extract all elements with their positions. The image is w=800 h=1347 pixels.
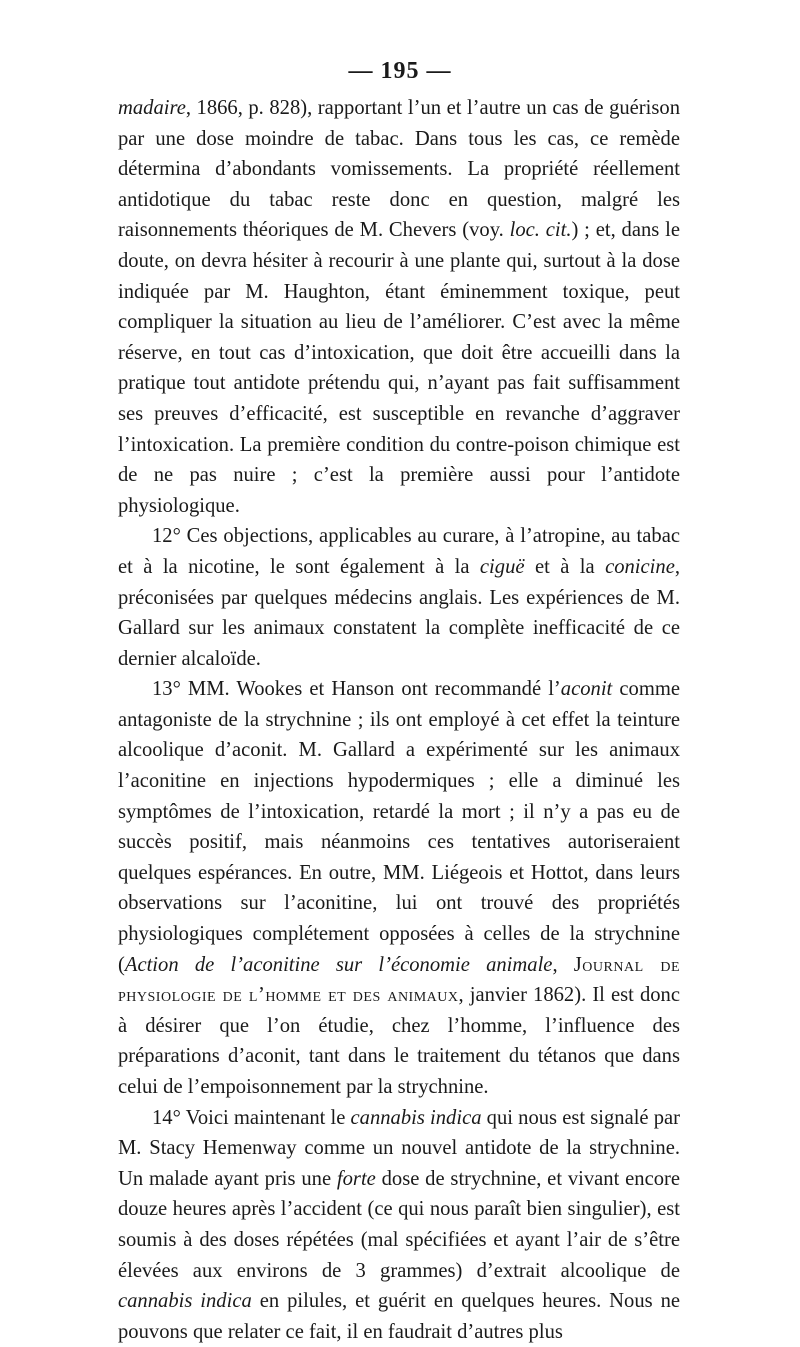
text-run: dose de strychnine, et vivant encore douze heures après l’accident (ce qui nous paraît bien singulier), est soumis à des doses répétées (mal spécifiées et ayant l’air de s’être élevées aux environs de 3 grammes) d’extrait alcoolique de (118, 1167, 681, 1282)
text-run: , janvier 1862). Il est donc à désirer que l’on étudie, chez l’homme, l’influence des préparations d’aconit, tant dans le traitement du tétanos que dans celui de l’empoisonnement par la strychnine. (118, 984, 680, 1098)
italic-text: loc. cit. (509, 219, 572, 242)
italic-text: Action de l’aconitine sur l’économie animale (124, 953, 553, 976)
text-run: en pilules, et guérit en quelques heures. Nous ne pouvons que relater ce fait, il en faudrait d’autres plus (118, 1290, 681, 1343)
small-caps-text: Journal de physiologie de l’homme et des animaux (118, 953, 681, 1007)
italic-text: madaire (118, 97, 186, 119)
italic-text: conicine (605, 555, 675, 578)
text-run: ) ; et, dans le doute, on devra hésiter à recourir à une plante qui, surtout à la dose indiquée par M. Haughton, étant éminemment toxique, peut compliquer la situation au lieu de l’améliorer. C’est avec la même réserve, en tout cas d’intoxication, que doit être accueilli dans la pratique tout antidote prétendu qui, n’ayant pas fait suffisamment ses preuves d’efficacité, est susceptible en revanche d’aggraver l’intoxication. La première condition du contre-poison chimique est de ne pas nuire ; c’est la première aussi pour l’antidote physiologique. (118, 219, 680, 517)
text-run: qui nous est signalé par M. Stacy Hemenway comme un nouvel antidote de la strychnine. Un malade ayant pris une (118, 1106, 681, 1190)
text-run: 13° MM. Wookes et Hanson ont recommandé l’ (152, 678, 561, 701)
text-run: , préconisées par quelques médecins anglais. Les expériences de M. Gallard sur les animaux constatent la complète inefficacité de ce dernier alcaloïde. (118, 555, 680, 670)
text-run: 12° Ces objections, applicables au curare, à l’atropine, au tabac et à la nicotine, le sont également à la (118, 525, 680, 578)
text-run: , 1866, p. 828), rapportant l’un et l’autre un cas de guérison par une dose moindre de tabac. Dans tous les cas, ce remède détermina d’abondants vomissements. La propriété réellement antidotique du tabac reste donc en question, malgré les raisonnements théoriques de M. Chevers (voy. (118, 97, 680, 242)
paragraph-4 (118, 1103, 680, 1347)
text-run: , (552, 953, 574, 976)
italic-text: forte (336, 1167, 376, 1190)
italic-text: ciguë (479, 555, 525, 578)
italic-text: cannabis indica (118, 1290, 252, 1313)
body-text (118, 93, 680, 1347)
italic-text: aconit (560, 678, 613, 701)
paragraph-2 (118, 521, 680, 674)
paragraph-3 (118, 674, 680, 1102)
paragraph-1 (118, 93, 680, 521)
text-run: comme antagoniste de la strychnine ; ils ont employé à cet effet la teinture alcoolique d’aconit. M. Gallard a expérimenté sur les animaux l’aconitine en injections hypodermiques ; elle a diminué les symptômes de l’intoxication, retardé la mort ; il n’y a pas eu de succès positif, mais néanmoins ces tentatives autoriseraient quelques espérances. En outre, MM. Liégeois et Hottot, dans leurs observations sur l’aconitine, lui ont trouvé des propriétés physiologiques complétement opposées à celles de la strychnine ( (118, 678, 680, 976)
page-number: — 195 — (348, 58, 452, 84)
italic-text: cannabis indica (350, 1106, 482, 1129)
text-run: et à la (524, 555, 606, 578)
text-run: 14° Voici maintenant le (152, 1106, 351, 1129)
